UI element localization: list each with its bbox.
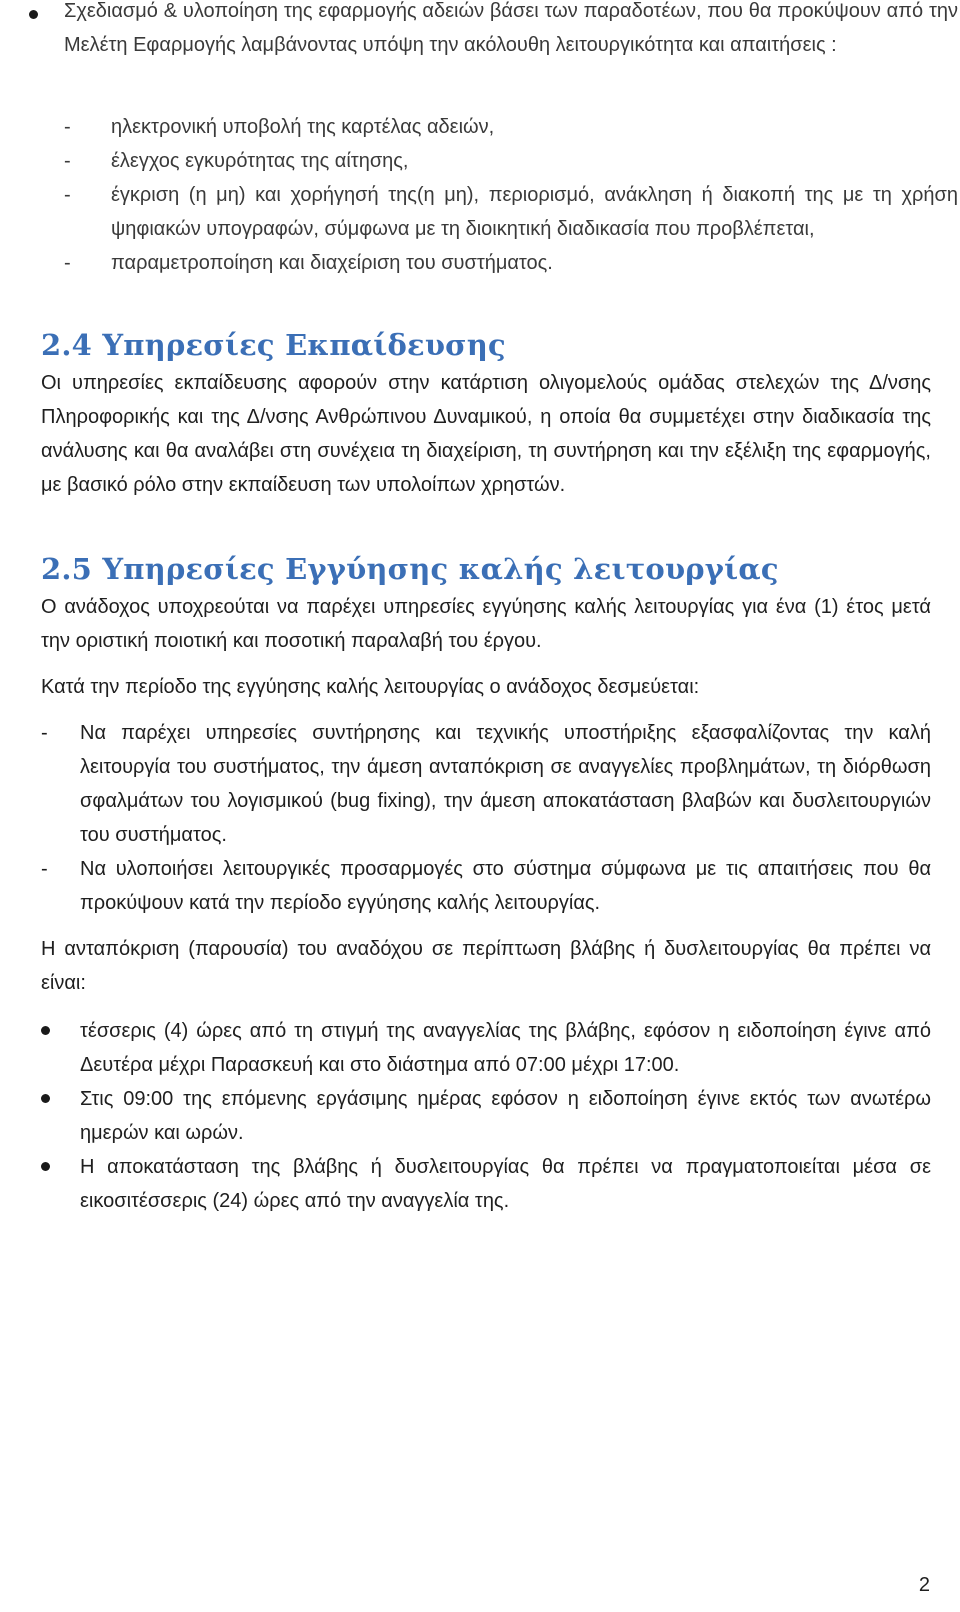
list-item: [0, 246, 960, 280]
obligations-dash-list: [0, 716, 960, 920]
list-item: [0, 110, 960, 144]
list-item-text: έλεγχος εγκυρότητας της αίτησης,: [111, 150, 409, 172]
response-bullet-list: [0, 1014, 960, 1218]
list-item: [0, 144, 960, 178]
list-item-text: Να υλοποιήσει λειτουργικές προσαρμογές στο σύστημα σύμφωνα με τις απαιτήσεις που θα προκύψουν κατά την περίοδο εγγύησης καλής λειτουργίας.: [80, 858, 931, 914]
dash-marker: -: [41, 858, 48, 880]
dash-marker: -: [64, 252, 71, 274]
list-item: [0, 178, 960, 246]
list-item: [0, 716, 960, 852]
list-item: [0, 1014, 960, 1082]
list-item-text: Στις 09:00 της επόμενης εργάσιμης ημέρας εφόσον η ειδοποίηση έγινε εκτός των ανωτέρω ημερών και ωρών.: [80, 1088, 931, 1144]
dash-marker: -: [64, 150, 71, 172]
bullet-icon: [41, 1094, 50, 1103]
dash-marker: -: [64, 184, 71, 206]
requirements-dash-list: [0, 110, 960, 280]
bullet-icon: [29, 10, 38, 19]
list-item-text: παραμετροποίηση και διαχείριση του συστήματος.: [111, 252, 553, 274]
section-2-5-paragraph-2: Κατά την περίοδο της εγγύησης καλής λειτουργίας ο ανάδοχος δεσμεύεται:: [41, 676, 700, 698]
bullet-icon: [41, 1026, 50, 1035]
dash-marker: -: [41, 722, 48, 744]
section-2-4-body: Οι υπηρεσίες εκπαίδευσης αφορούν στην κατάρτιση ολιγομελούς ομάδας στελεχών της Δ/νσης Πληροφορικής και της Δ/νσης Ανθρώπινου Δυναμικού, η οποία θα συμμετέχει στην διαδικασία της ανάλυσης και θα αναλάβει στη συνέχεια τη διαχείριση, τη συντήρηση και την εξέλιξη της εφαρμογής, με βασικό ρόλο στην εκπαίδευση των υπολοίπων χρηστών.: [41, 372, 931, 496]
page-number: 2: [918, 1574, 930, 1596]
list-item: [0, 1082, 960, 1150]
list-item-text: έγκριση (η μη) και χορήγησή της(η μη), περιορισμό, ανάκληση ή διακοπή της με τη χρήση ψηφιακών υπογραφών, σύμφωνα με τη διοικητική διαδικασία που προβλέπεται,: [111, 184, 958, 240]
section-2-5-paragraph-3: Η ανταπόκριση (παρουσία) του αναδόχου σε περίπτωση βλάβης ή δυσλειτουργίας θα πρέπει να είναι:: [41, 938, 931, 994]
bullet-icon: [41, 1162, 50, 1171]
list-item-text: ηλεκτρονική υποβολή της καρτέλας αδειών,: [111, 116, 495, 138]
list-item-text: Η αποκατάσταση της βλάβης ή δυσλειτουργίας θα πρέπει να πραγματοποιείται μέσα σε εικοσιτέσσερις (24) ώρες από την αναγγελία της.: [80, 1156, 931, 1212]
section-2-4-heading: 2.4 Υπηρεσίες Εκπαίδευσης: [41, 328, 506, 362]
list-item: [0, 1150, 960, 1218]
dash-marker: -: [64, 116, 71, 138]
section-2-5-paragraph-1: Ο ανάδοχος υποχρεούται να παρέχει υπηρεσίες εγγύησης καλής λειτουργίας για ένα (1) έτος μετά την οριστική ποιοτική και ποσοτική παραλαβή του έργου.: [41, 596, 931, 652]
list-item-text: Να παρέχει υπηρεσίες συντήρησης και τεχνικής υποστήριξης εξασφαλίζοντας την καλή λειτουργία του συστήματος, την άμεση ανταπόκριση σε αναγγελίες προβλημάτων, τη διόρθωση σφαλμάτων του λογισμικού (bug fixing), την άμεση αποκατάσταση βλαβών και δυσλειτουργιών του συστήματος.: [80, 722, 931, 846]
section-2-5-heading: 2.5 Υπηρεσίες Εγγύησης καλής λειτουργίας: [41, 552, 779, 586]
list-item: [0, 852, 960, 920]
intro-bullet-text: Σχεδιασμό & υλοποίηση της εφαρμογής αδειών βάσει των παραδοτέων, που θα προκύψουν από την Μελέτη Εφαρμογής λαμβάνοντας υπόψη την ακόλουθη λειτουργικότητα και απαιτήσεις :: [64, 0, 958, 56]
list-item-text: τέσσερις (4) ώρες από τη στιγμή της αναγγελίας της βλάβης, εφόσον η ειδοποίηση έγινε από Δευτέρα μέχρι Παρασκευή και στο διάστημα από 07:00 μέχρι 17:00.: [80, 1020, 931, 1076]
